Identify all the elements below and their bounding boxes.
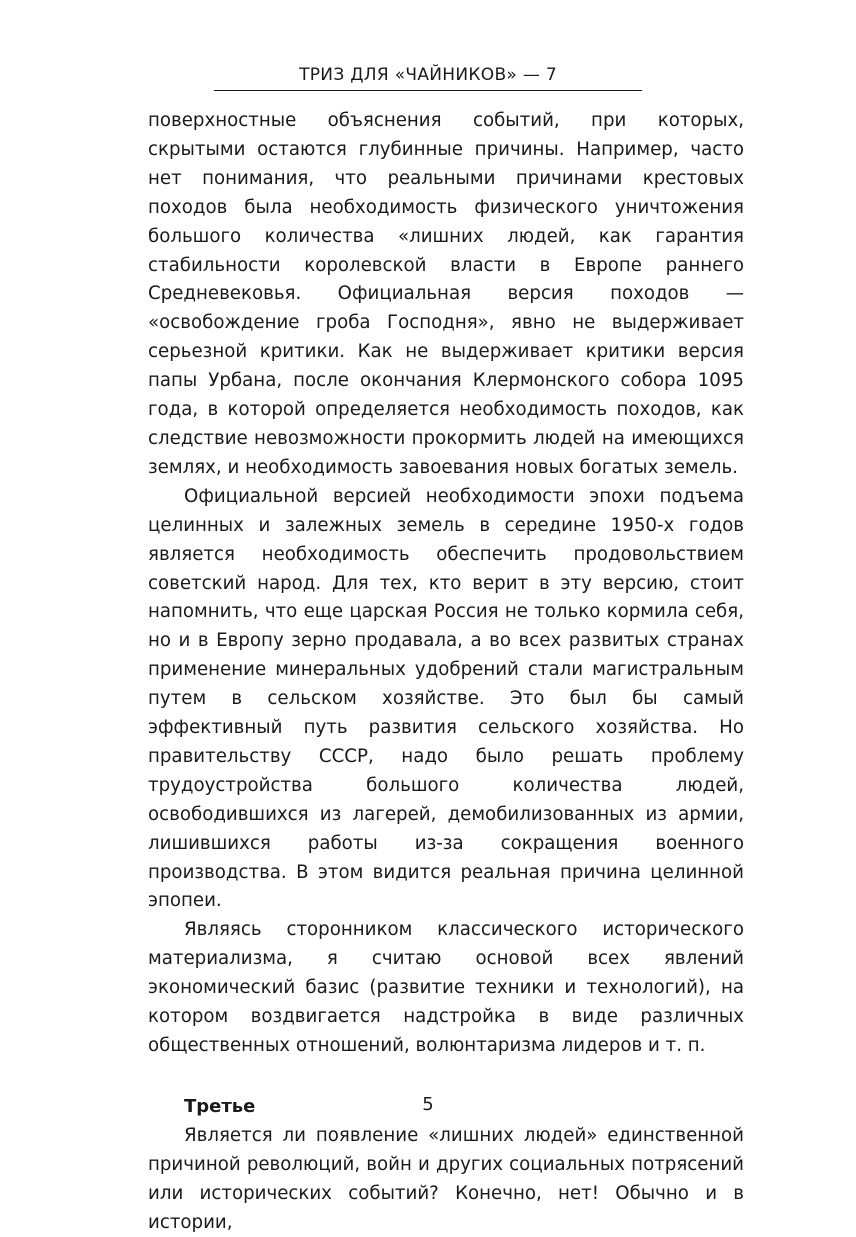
section-heading: Третье [184,1095,256,1117]
paragraph-virgin-lands: Официальной версией необходимости эпохи подъема целинных и залежных земель в середине 1950-х годов является необходимость обеспечить продовольствием советский народ. Для тех, кто верит в эту версию, стоит напомнить, что еще царская Россия не только кормила себя, но и в Европу зерно продавала, а во всех развитых странах применение минеральных удобрений стали магистральным путем в сельском хозяйстве. Это был бы самый эффективный путь развития сельского хозяйства. Но правительству СССР, надо было решать проблему трудоустройства большого количества людей, освободившихся из лагерей, демобилизованных из армии, лишившихся работы из-за сокращения военного производства. В этом видится реальная причина целинной эпопеи. [148,485,744,912]
paragraph-continuation: поверхностные объяснения событий, при которых, скрытыми остаются глубинные причины. Например, часто нет понимания, что реальными причинами крестовых походов была необходимость физического уничтожения большого количества «лишних людей, как гарантия стабильности королевской власти в Европе раннего Средневековья. Официальная версия походов — «освобождение гроба Господня», явно не выдерживает серьезной критики. Как не выдерживает критики версия папы Урбана, после окончания Клермонского собора 1095 года, в которой определяется необходимость походов, как следствие невозможности прокормить людей на имеющихся землях, и необходимость завоевания новых богатых земель. [148,110,744,478]
paragraph-section-third: Является ли появление «лишних людей» единственной причиной революций, войн и других социальных потрясений или исторических событий? Конечно, нет! Обычно и в истории, [148,1124,744,1233]
page-number: 5 [422,1094,434,1115]
page-body [148,107,744,1237]
running-header: ТРИЗ ДЛЯ «ЧАЙНИКОВ» — 7 [214,62,642,91]
paragraph-historical-materialism: Являясь сторонником классического исторического материализма, я считаю основой всех явлений экономический базис (развитие техники и технологий), на котором воздвигается надстройка в виде различных общественных отношений, волюнтаризма лидеров и т. п. [148,919,744,1056]
